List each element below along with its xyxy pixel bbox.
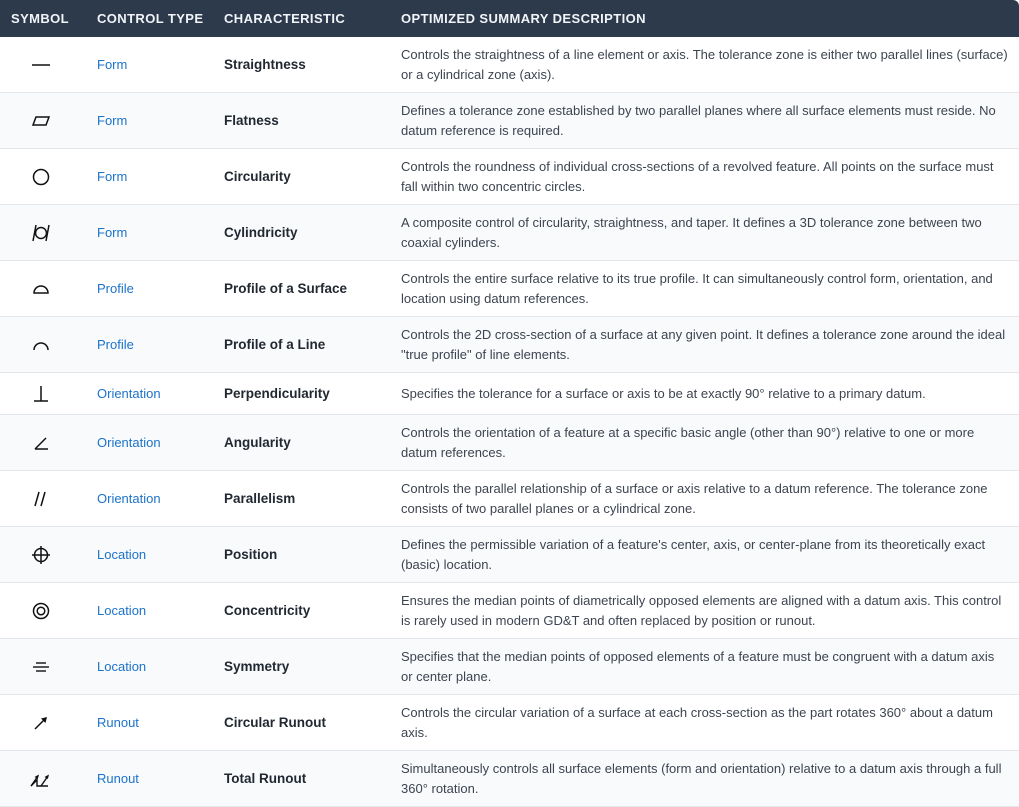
profile-line-icon bbox=[0, 334, 82, 356]
angularity-icon bbox=[0, 432, 82, 454]
table-row bbox=[0, 415, 1019, 471]
table-row bbox=[0, 93, 1019, 149]
description: Specifies the tolerance for a surface or axis to be at exactly 90° relative to a primary datum. bbox=[401, 385, 926, 401]
description: Controls the entire surface relative to its true profile. It can simultaneously control form, orientation, and location using datum references. bbox=[401, 271, 993, 306]
table-header bbox=[0, 0, 1019, 37]
control-type: Location bbox=[97, 547, 147, 562]
description: Specifies that the median points of opposed elements of a feature must be congruent with a datum axis or center plane. bbox=[401, 649, 995, 684]
circularity-icon bbox=[0, 166, 82, 188]
position-icon bbox=[0, 544, 82, 566]
control-type: Form bbox=[97, 57, 128, 72]
circular-runout-icon bbox=[0, 712, 82, 734]
table-row bbox=[0, 261, 1019, 317]
control-type: Orientation bbox=[97, 491, 161, 506]
symmetry-icon bbox=[0, 656, 82, 678]
characteristic: Flatness bbox=[224, 113, 279, 128]
table-row bbox=[0, 37, 1019, 93]
total-runout-icon bbox=[0, 768, 82, 790]
header-control-type: CONTROL TYPE bbox=[97, 11, 204, 26]
control-type: Profile bbox=[97, 337, 134, 352]
table-row bbox=[0, 373, 1019, 415]
characteristic: Parallelism bbox=[224, 491, 296, 506]
characteristic: Angularity bbox=[224, 435, 291, 450]
characteristic: Cylindricity bbox=[224, 225, 298, 240]
characteristic: Straightness bbox=[224, 57, 306, 72]
control-type: Form bbox=[97, 169, 128, 184]
description: Controls the roundness of individual cross-sections of a revolved feature. All points on the surface must fall within two concentric circles. bbox=[401, 159, 994, 194]
flatness-icon bbox=[0, 110, 82, 132]
control-type: Profile bbox=[97, 281, 134, 296]
description: Simultaneously controls all surface elements (form and orientation) relative to a datum axis through a full 360° rotation. bbox=[401, 761, 1002, 796]
table-row bbox=[0, 471, 1019, 527]
description: Controls the straightness of a line element or axis. The tolerance zone is either two parallel lines (surface) or a cylindrical zone (axis). bbox=[401, 47, 1008, 82]
characteristic: Total Runout bbox=[224, 771, 307, 786]
description: Defines a tolerance zone established by two parallel planes where all surface elements must reside. No datum reference is required. bbox=[401, 103, 996, 138]
description: Defines the permissible variation of a feature's center, axis, or center-plane from its theoretically exact (basic) location. bbox=[401, 537, 986, 572]
description: Controls the parallel relationship of a surface or axis relative to a datum reference. The tolerance zone consists of two parallel planes or a cylindrical zone. bbox=[401, 481, 988, 516]
characteristic: Circular Runout bbox=[224, 715, 327, 730]
control-type: Form bbox=[97, 113, 128, 128]
table-row bbox=[0, 639, 1019, 695]
table-row bbox=[0, 205, 1019, 261]
table-row bbox=[0, 317, 1019, 373]
header-description: OPTIMIZED SUMMARY DESCRIPTION bbox=[401, 11, 646, 26]
control-type: Location bbox=[97, 603, 147, 618]
description: Controls the 2D cross-section of a surface at any given point. It defines a tolerance zone around the ideal "true profile" of line elements. bbox=[401, 327, 1006, 362]
table-row bbox=[0, 149, 1019, 205]
table-row bbox=[0, 695, 1019, 751]
cylindricity-icon bbox=[0, 222, 82, 244]
header-characteristic: CHARACTERISTIC bbox=[224, 11, 346, 26]
description: Controls the circular variation of a surface at each cross-section as the part rotates 360° about a datum axis. bbox=[401, 705, 993, 740]
parallelism-icon bbox=[0, 488, 82, 510]
straightness-icon bbox=[0, 54, 82, 76]
control-type: Orientation bbox=[97, 435, 161, 450]
characteristic: Profile of a Line bbox=[224, 337, 326, 352]
perpendicularity-icon bbox=[0, 383, 82, 405]
profile-surface-icon bbox=[0, 278, 82, 300]
characteristic: Circularity bbox=[224, 169, 291, 184]
characteristic: Concentricity bbox=[224, 603, 311, 618]
control-type: Runout bbox=[97, 715, 139, 730]
control-type: Form bbox=[97, 225, 128, 240]
characteristic: Perpendicularity bbox=[224, 386, 330, 401]
control-type: Runout bbox=[97, 771, 139, 786]
control-type: Location bbox=[97, 659, 147, 674]
description: Ensures the median points of diametrically opposed elements are aligned with a datum axis. This control is rarely used in modern GD&T and often replaced by position or runout. bbox=[401, 593, 1002, 628]
header-symbol: SYMBOL bbox=[11, 11, 70, 26]
characteristic: Symmetry bbox=[224, 659, 290, 674]
characteristic: Position bbox=[224, 547, 278, 562]
table-row bbox=[0, 583, 1019, 639]
characteristic: Profile of a Surface bbox=[224, 281, 348, 296]
description: Controls the orientation of a feature at a specific basic angle (other than 90°) relative to one or more datum references. bbox=[401, 425, 975, 460]
description: A composite control of circularity, straightness, and taper. It defines a 3D tolerance zone between two coaxial cylinders. bbox=[401, 215, 982, 250]
concentricity-icon bbox=[0, 600, 82, 622]
control-type: Orientation bbox=[97, 386, 161, 401]
table-row bbox=[0, 527, 1019, 583]
table-row bbox=[0, 751, 1019, 807]
